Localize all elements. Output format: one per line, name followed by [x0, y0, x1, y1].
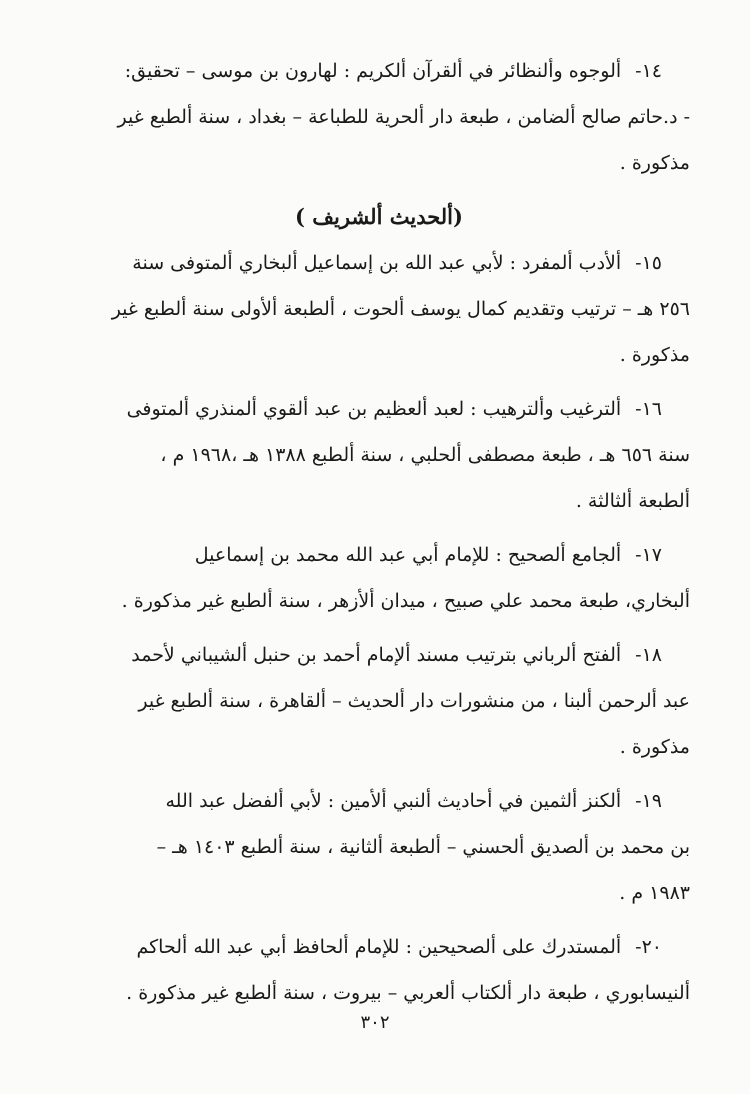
entry-number: ١٩- [635, 790, 662, 812]
entry-number: ١٤- [635, 60, 662, 82]
page-number: ٣٠٢ [360, 1012, 390, 1033]
entry-line: عبد ألرحمن ألبنا ، من منشورات دار ألحديث – ألقاهرة ، سنة ألطبع غير [138, 690, 690, 712]
entry-line: ١٩-ألكنز ألثمين في أحاديث ألنبي ألأمين : لأبي ألفضل عبد الله [68, 778, 690, 824]
section-heading: (ألحديث ألشريف ) [295, 204, 463, 229]
entry-line: ١٩٨٣ م . [619, 882, 690, 904]
entry-line: بن محمد بن ألصديق ألحسني – ألطبعة ألثانية ، سنة ألطبع ١٤٠٣ هـ – [156, 836, 690, 858]
entry-line: ٢٠-ألمستدرك على ألصحيحين : للإمام ألحافظ أبي عبد الله ألحاكم [68, 924, 690, 970]
entry-number: ١٨- [635, 644, 662, 666]
entry-line: ١٨-ألفتح ألرباني بترتيب مسند ألإمام أحمد بن حنبل ألشيباني لأحمد [68, 632, 690, 678]
entry-number: ١٥- [635, 252, 662, 274]
entry-17 [68, 532, 690, 624]
entry-line: ١٧-ألجامع ألصحيح : للإمام أبي عبد الله محمد بن إسماعيل [68, 532, 690, 578]
entry-number: ١٧- [635, 544, 662, 566]
entry-line: ١٤-ألوجوه وألنظائر في ألقرآن ألكريم : لهارون بن موسى – تحقيق: [68, 48, 690, 94]
entry-18 [68, 632, 690, 770]
entry-line: ألبخاري، طبعة محمد علي صبيح ، ميدان ألأزهر ، سنة ألطبع غير مذكورة . [121, 590, 690, 612]
entry-line: ١٦-ألترغيب وألترهيب : لعبد ألعظيم بن عبد ألقوي ألمنذري ألمتوفى [68, 386, 690, 432]
entry-number: ١٦- [635, 398, 662, 420]
entry-20 [68, 924, 690, 1016]
entry-line: - د.حاتم صالح ألضامن ، طبعة دار ألحرية للطباعة – بغداد ، سنة ألطبع غير [117, 106, 690, 128]
entry-line: ألنيسابوري ، طبعة دار ألكتاب ألعربي – بيروت ، سنة ألطبع غير مذكورة . [126, 982, 690, 1004]
entry-19 [68, 778, 690, 916]
entry-16 [68, 386, 690, 524]
entry-14 [68, 48, 690, 186]
entry-line: مذكورة . [619, 344, 690, 366]
entry-line: مذكورة . [619, 736, 690, 758]
entry-line: ٢٥٦ هـ – ترتيب وتقديم كمال يوسف ألحوت ، ألطبعة ألأولى سنة ألطبع غير [111, 298, 690, 320]
entry-line: ١٥-ألأدب ألمفرد : لأبي عبد الله بن إسماعيل ألبخاري ألمتوفى سنة [68, 240, 690, 286]
entry-line: سنة ٦٥٦ هـ ، طبعة مصطفى ألحلبي ، سنة ألطبع ١٣٨٨ هـ ،١٩٦٨ م ، [160, 444, 690, 466]
entry-number: ٢٠- [635, 936, 662, 958]
entry-line: مذكورة . [619, 152, 690, 174]
entry-line: ألطبعة ألثالثة . [575, 490, 690, 512]
bibliography-page [68, 48, 690, 1048]
entry-15 [68, 240, 690, 378]
